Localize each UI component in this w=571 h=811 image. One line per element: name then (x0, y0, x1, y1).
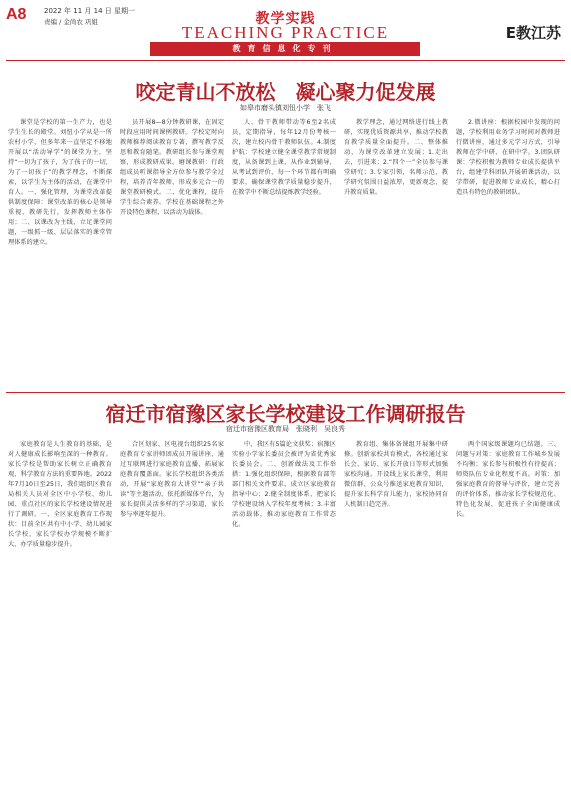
article2-body (8, 440, 563, 805)
section-rule (6, 392, 565, 393)
article1-col: 员开展8—8分钟教研课，在固定时段应用时间课例教研。学校定时向教师推荐阅读教育专著，撰写教学反思和教育随笔。教研组长参与课堂观察，形成教研成果。磨课教研：行政组成员听课指导全方位参与教学全过程，培养青年教师，形成多元合一的课堂教研模式。二、优化课程，提升学生综合素养。学校在基础课程之外开设特色课程，以活动为载体。 (120, 119, 224, 216)
e-jiangsu-logo: E教江苏 (505, 24, 561, 42)
page-number: A8 (6, 6, 27, 23)
article2-col: 家庭教育是人生教育的基础，是对人健康成长影响至深的一种教育。家长学校是帮助家长树立正确教育观、科学教育方法的重要阵地。2022年7月10日至25日，我们组织区教育局相关人员对全区中小学校、幼儿园、重点社区的家长学校建设情况进行了调研。一、全区家庭教育工作现状：目前全区共有中小学、幼儿园家长学校，家长学校办学规模不断扩大，办学质量稳步提升。 (8, 441, 112, 548)
article1-title: 咬定青山不放松 凝心聚力促发展 (135, 80, 436, 104)
page-header (0, 0, 571, 56)
article2-byline: 宿迁市宿豫区教育局 张晓利 吴良秀 (226, 425, 345, 433)
article2-col: 中，我区有5篇论文获奖；宿豫区实验小学家长委员会被评为省优秀家长委员会。二、创新做法及工作举措：1.强化组织保障，根据教育部等部门相关文件要求，成立区家庭教育指导中心；2.健全制度体系，把家长学校建设纳入学校年度考核；3.丰富活动载体，推动家庭教育工作常态化。 (232, 441, 336, 528)
article1-col: 2.微讲座：根据校园中发现的问题，学校利用业务学习时间对教师进行微讲座，通过多元学习方式，引导教师在学中研、在研中学。3.团队研课：学校积极为教师专业成长提供平台，组建学科团队开展研课活动，以学带研，促进教师专业成长，精心打造具有特色的教研团队。 (456, 119, 560, 196)
article1-col: 人、骨干教师带动等6至2名成员，定期指导，每年12月份考核一次，建立校内骨干教师队伍。4.制度护航：学校建立健全课堂教学常规制度，从备课到上课，从作业到辅导，从考试到评价，每一个环节都有明确要求，确保课堂教学质量稳步提升，在教学中不断总结提炼教学经验。 (232, 119, 336, 196)
article2-col: 合区划家、区电视台组织25名家庭教育专家讲师团成员开展讲座，通过互联网进行家庭教育直播，拓展家庭教育覆盖面。家长学校组织各类活动，开展“家庭教育大讲堂”“亲子共读”等主题活动，依托新媒体平台，为家长提供灵活多样的学习渠道，家长参与率逐年提升。 (120, 441, 224, 518)
article1-col: 教学理念，通过网络进行线上教研，实现优质资源共享，推动学校教育教学质量全面提升。二、整体推动，为课堂改革建立发展；1.走出去，引进来；2.“四个一”全员参与课堂研究；3.专家引领，名师示范，教学研究氛围日益浓厚，更新观念，提升教育质量。 (344, 119, 448, 196)
issue-date: 2022 年 11 月 14 日 星期一 (44, 7, 135, 15)
column-title-en: TEACHING PRACTICE (181, 23, 390, 42)
editors: 责编 / 金尚农 巩姐 (44, 18, 98, 26)
article2-col: 两个国家级课题均已结题。三、问题与对策：家庭教育工作城乡发展不均衡；家长参与积极性有待提高；师资队伍专业化程度不高。对策：加强家庭教育的督导与评价，建立完善的评价体系，推动家长学校规范化、特色化发展，促进孩子全面健康成长。 (456, 441, 560, 518)
article1-byline: 如皋市磨头镇刘忸小学 张飞 (240, 104, 331, 112)
header-rule (6, 60, 565, 61)
article1-body (8, 118, 563, 358)
article1-col: 课堂是学校的第一生产力，也是学生生长的殿堂。刘忸小学从是一所农村小学，但多年来一直坚定不移地开展以“活动导学”的课堂为主，坚持“一切为了孩子，为了孩子的一切，为了一切孩子”的教学理念，不断探索，以学生为主体的活动，在课堂中育人。一、强化管理，为课堂改革提供制度保障：课堂改革的核心是领导重视、教研先行，发挥教师主体作用；二、以课改为主线，立足课堂问题，一级抓一级、层层落实的课堂管理体系的建立。 (8, 119, 112, 246)
article2-col: 教育组、集体备课组开展集中研修。创新家校共育模式，各校通过家长会、家访、家长开放日等形式加强家校沟通。开设线上家长课堂，利用微信群、公众号推送家庭教育知识，提升家长科学育儿能力，家校协同育人机制日趋完善。 (344, 441, 448, 508)
column-title-cn: 教学实践 (255, 11, 316, 27)
special-issue-bar: 教育信息化专刊 (150, 42, 420, 56)
article2-title: 宿迁市宿豫区家长学校建设工作调研报告 (105, 402, 466, 426)
